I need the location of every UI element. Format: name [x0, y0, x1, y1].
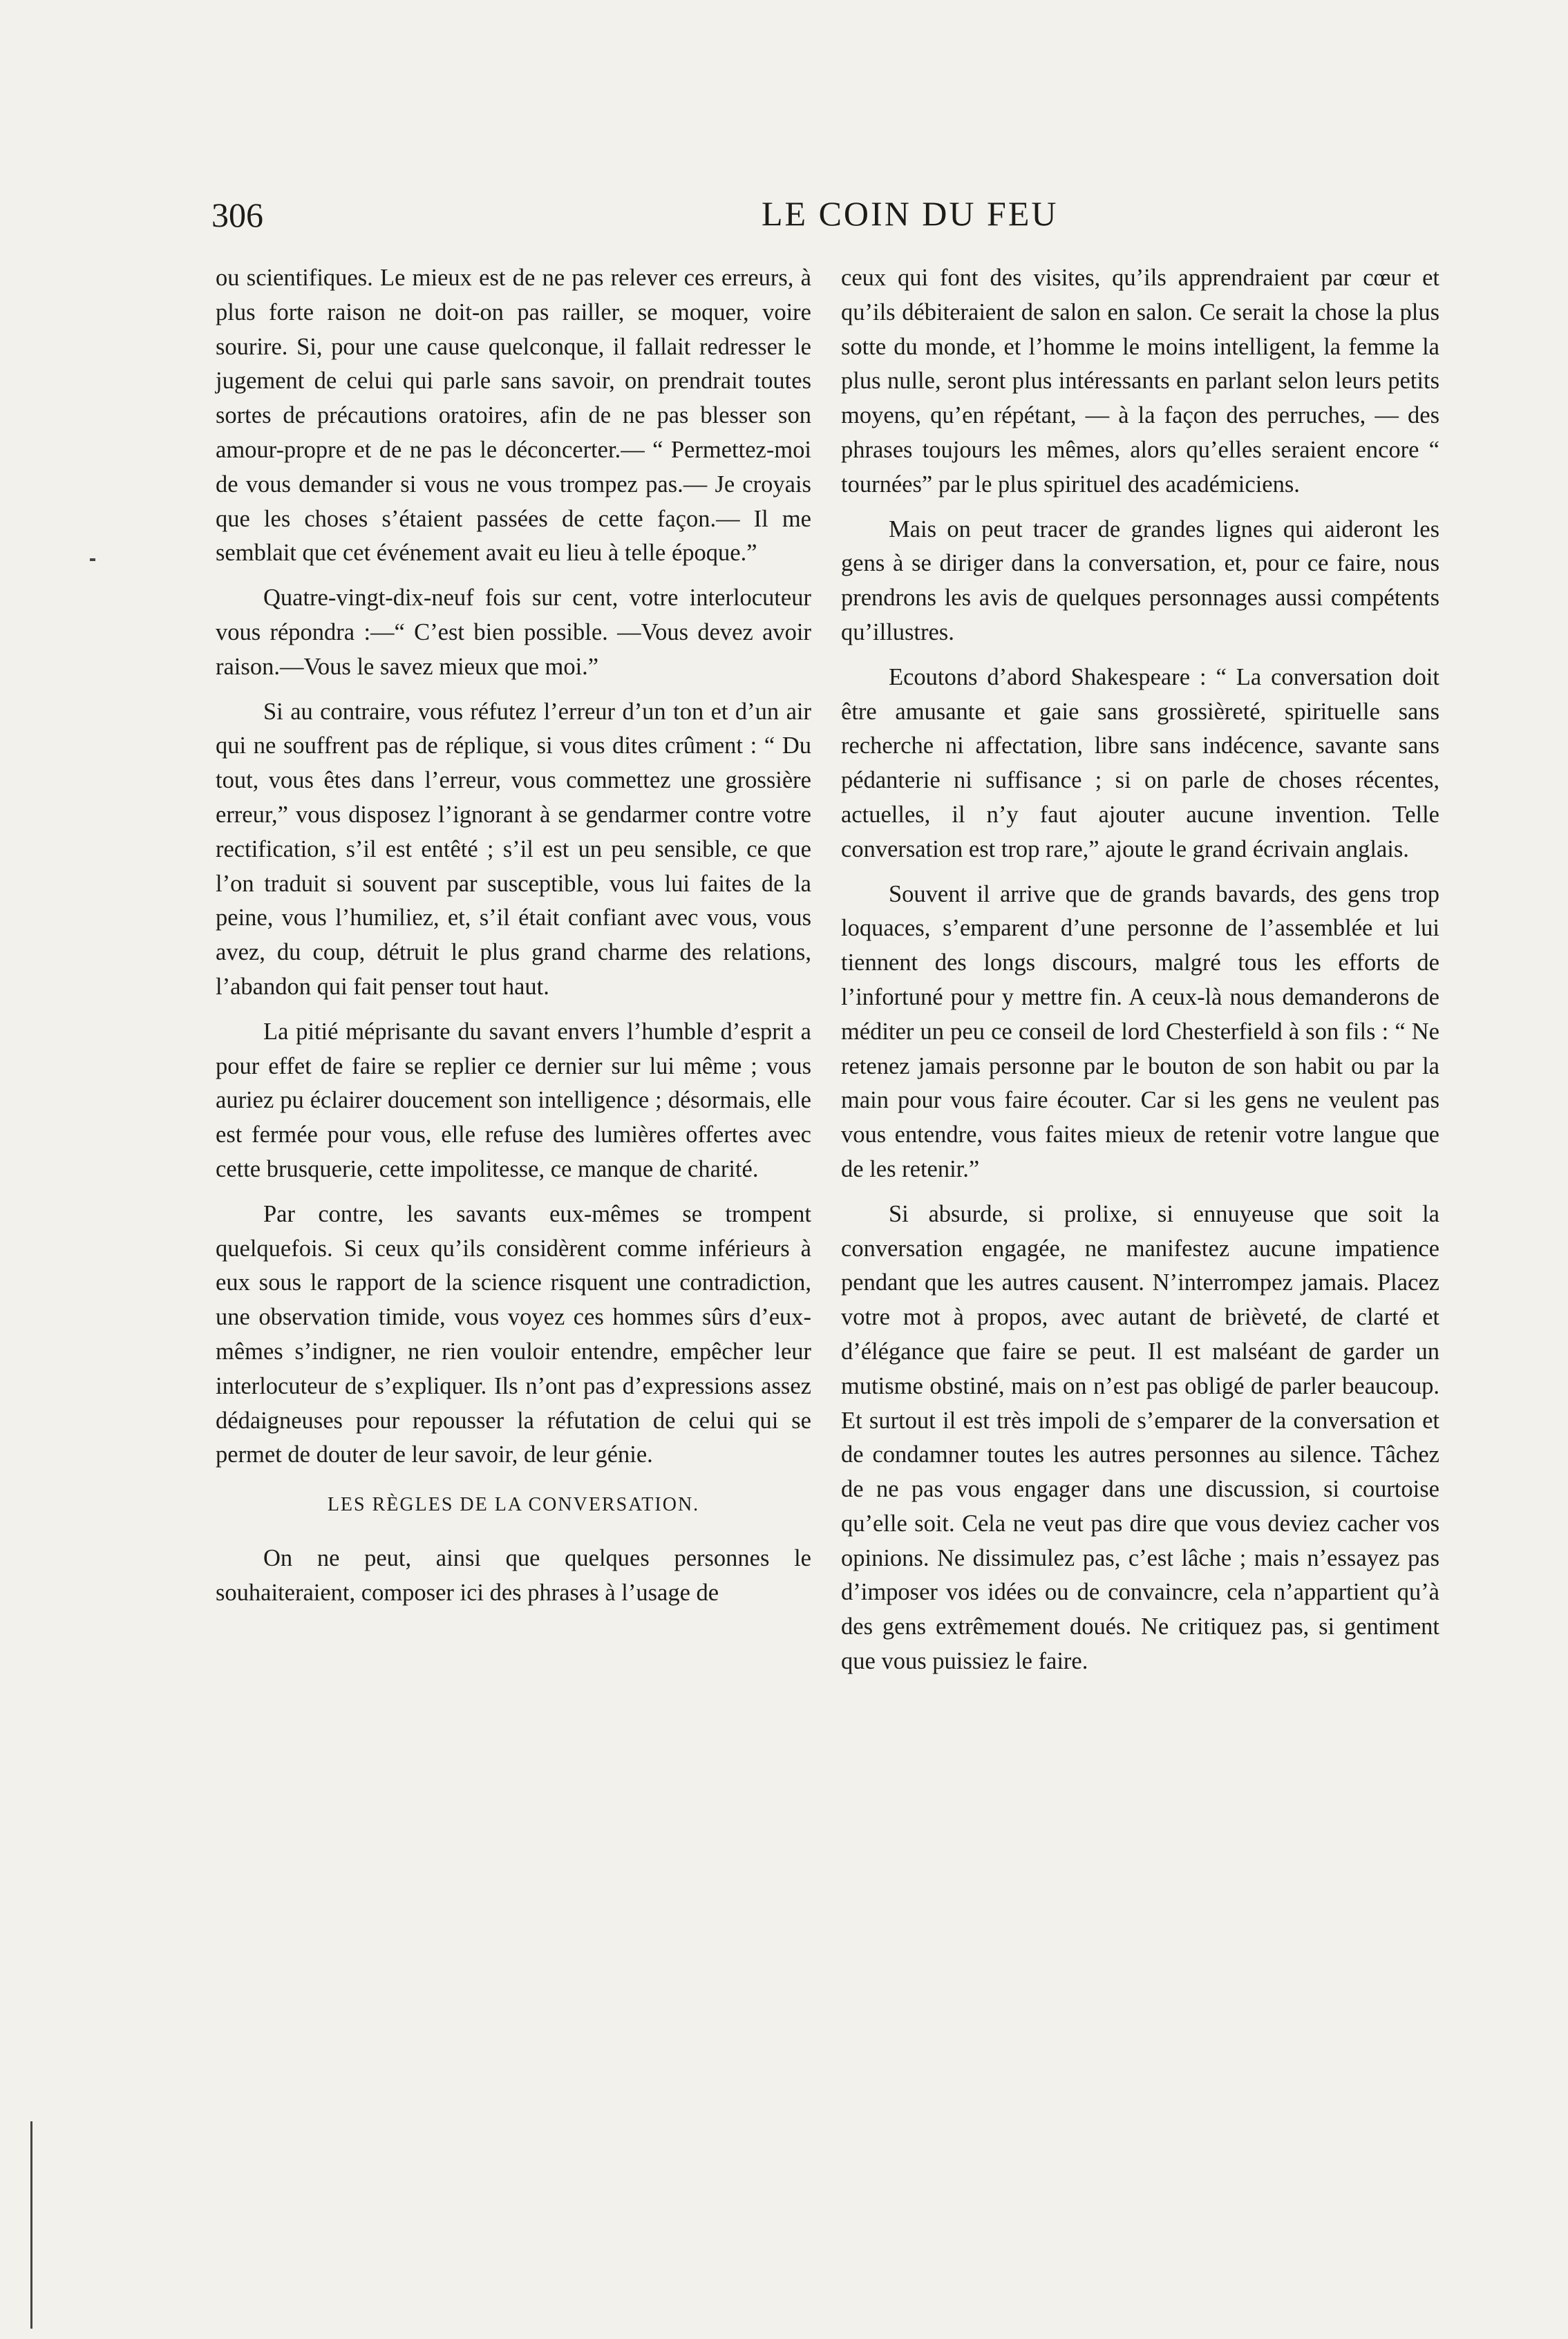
- paragraph: Souvent il arrive que de grands bavards, des gens trop loquaces, s’emparent d’une personne de l’assemblée et lui tiennent des longs discours, malgré tous les efforts de l’infortuné pour y mettre fin. A ceux-là nous demanderons de méditer un peu ce conseil de lord Chesterfield à son fils : “ Ne retenez jamais personne par le bouton de son habit ou par la main pour vous faire écouter. Car si les gens ne veulent pas vous entendre, vous faites mieux de retenir votre langue que de les retenir.”: [841, 880, 1439, 1182]
- paragraph: ceux qui font des visites, qu’ils apprendraient par cœur et qu’ils débiteraient de salon en salon. Ce serait la chose la plus sotte du monde, et l’homme le moins intelligent, la femme la plus nulle, seront plus intéressants en parlant selon leurs petits moyens, qu’en répétant, — à la façon des perruches, — des phrases toujours les mêmes, alors qu’elles seraient encore “ tournées” par le plus spirituel des académiciens.: [841, 265, 1439, 498]
- paragraph: Mais on peut tracer de grandes lignes qui aideront les gens à se diriger dans la conversation, et, pour ce faire, nous prendrons les avis de quelques personnages aussi compétents qu’illustres.: [841, 515, 1439, 645]
- scan-margin-mark: [90, 558, 95, 561]
- page-number: 306: [211, 196, 263, 234]
- right-column: [841, 261, 1439, 1689]
- paragraph: Quatre-vingt-dix-neuf fois sur cent, votre interlocuteur vous répondra :—“ C’est bien possible. —Vous devez avoir raison.—Vous le savez mieux que moi.”: [216, 585, 811, 680]
- left-column: [216, 261, 811, 1620]
- paragraph: Ecoutons d’abord Shakespeare : “ La conversation doit être amusante et gaie sans grossièreté, spirituelle sans recherche ni affectation, libre sans indécence, savante sans pédanterie ni suffisance ; si on parle de choses récentes, actuelles, il n’y faut ajouter aucune invention. Telle conversation est trop rare,” ajoute le grand écrivain anglais.: [841, 663, 1439, 862]
- scan-margin-mark: [30, 2121, 32, 2329]
- paragraph: Si au contraire, vous réfutez l’erreur d’un ton et d’un air qui ne souffrent pas de réplique, si vous dites crûment : “ Du tout, vous êtes dans l’erreur, vous commettez une grossière erreur,” vous disposez l’ignorant à se gendarmer contre votre rectification, s’il est entêté ; s’il est un peu sensible, ce que l’on traduit si souvent par susceptible, vous lui faites de la peine, vous l’humiliez, et, s’il était confiant avec vous, vous avez, du coup, détruit le plus grand charme des relations, l’abandon qui fait penser tout haut.: [216, 698, 811, 1000]
- section-heading: LES RÈGLES DE LA CONVERSATION.: [327, 1494, 700, 1516]
- paragraph: On ne peut, ainsi que quelques personnes le souhaiteraient, composer ici des phrases à l’usage de: [216, 1544, 811, 1606]
- paragraph: ou scientifiques. Le mieux est de ne pas relever ces erreurs, à plus forte raison ne doit-on pas railler, se moquer, voire sourire. Si, pour une cause quelconque, il fallait redresser le jugement de celui qui parle sans savoir, on prendrait toutes sortes de précautions oratoires, afin de ne pas blesser son amour-propre et de ne pas le déconcerter.— “ Permettez-moi de vous demander si vous ne vous trompez pas.— Je croyais que les choses s’étaient passées de cette façon.— Il me semblait que cet événement avait eu lieu à telle époque.”: [216, 265, 811, 567]
- paragraph: Si absurde, si prolixe, si ennuyeuse que soit la conversation engagée, ne manifestez aucune impatience pendant que les autres causent. N’interrompez jamais. Placez votre mot à propos, avec autant de brièveté, de clarté et d’élégance que faire se peut. Il est malséant de garder un mutisme obstiné, mais on n’est pas obligé de parler beaucoup. Et surtout il est très impoli de s’emparer de la conversation et de condamner toutes les autres personnes au silence. Tâchez de ne pas vous engager dans une discussion, si courtoise qu’elle soit. Cela ne veut pas dire que vous deviez cacher vos opinions. Ne dissimulez pas, c’est lâche ; mais n’essayez pas d’imposer vos idées ou de convaincre, cela n’appartient qu’à des gens extrêmement doués. Ne critiquez pas, si gentiment que vous puissiez le faire.: [841, 1200, 1439, 1675]
- paragraph: Par contre, les savants eux-mêmes se trompent quelquefois. Si ceux qu’ils considèrent comme inférieurs à eux sous le rapport de la science risquent une contradiction, une observation timide, vous voyez ces hommes sûrs d’eux-mêmes s’indigner, ne rien vouloir entendre, empêcher leur interlocuteur de s’expliquer. Ils n’ont pas d’expressions assez dédaigneuses pour repousser la réfutation de celui qui se permet de douter de leur savoir, de leur génie.: [216, 1200, 811, 1468]
- paragraph: La pitié méprisante du savant envers l’humble d’esprit a pour effet de faire se replier ce dernier sur lui même ; vous auriez pu éclairer doucement son intelligence ; désormais, elle est fermée pour vous, elle refuse des lumières offertes avec cette brusquerie, cette impolitesse, ce manque de charité.: [216, 1018, 811, 1182]
- running-title: LE COIN DU FEU: [762, 194, 1059, 233]
